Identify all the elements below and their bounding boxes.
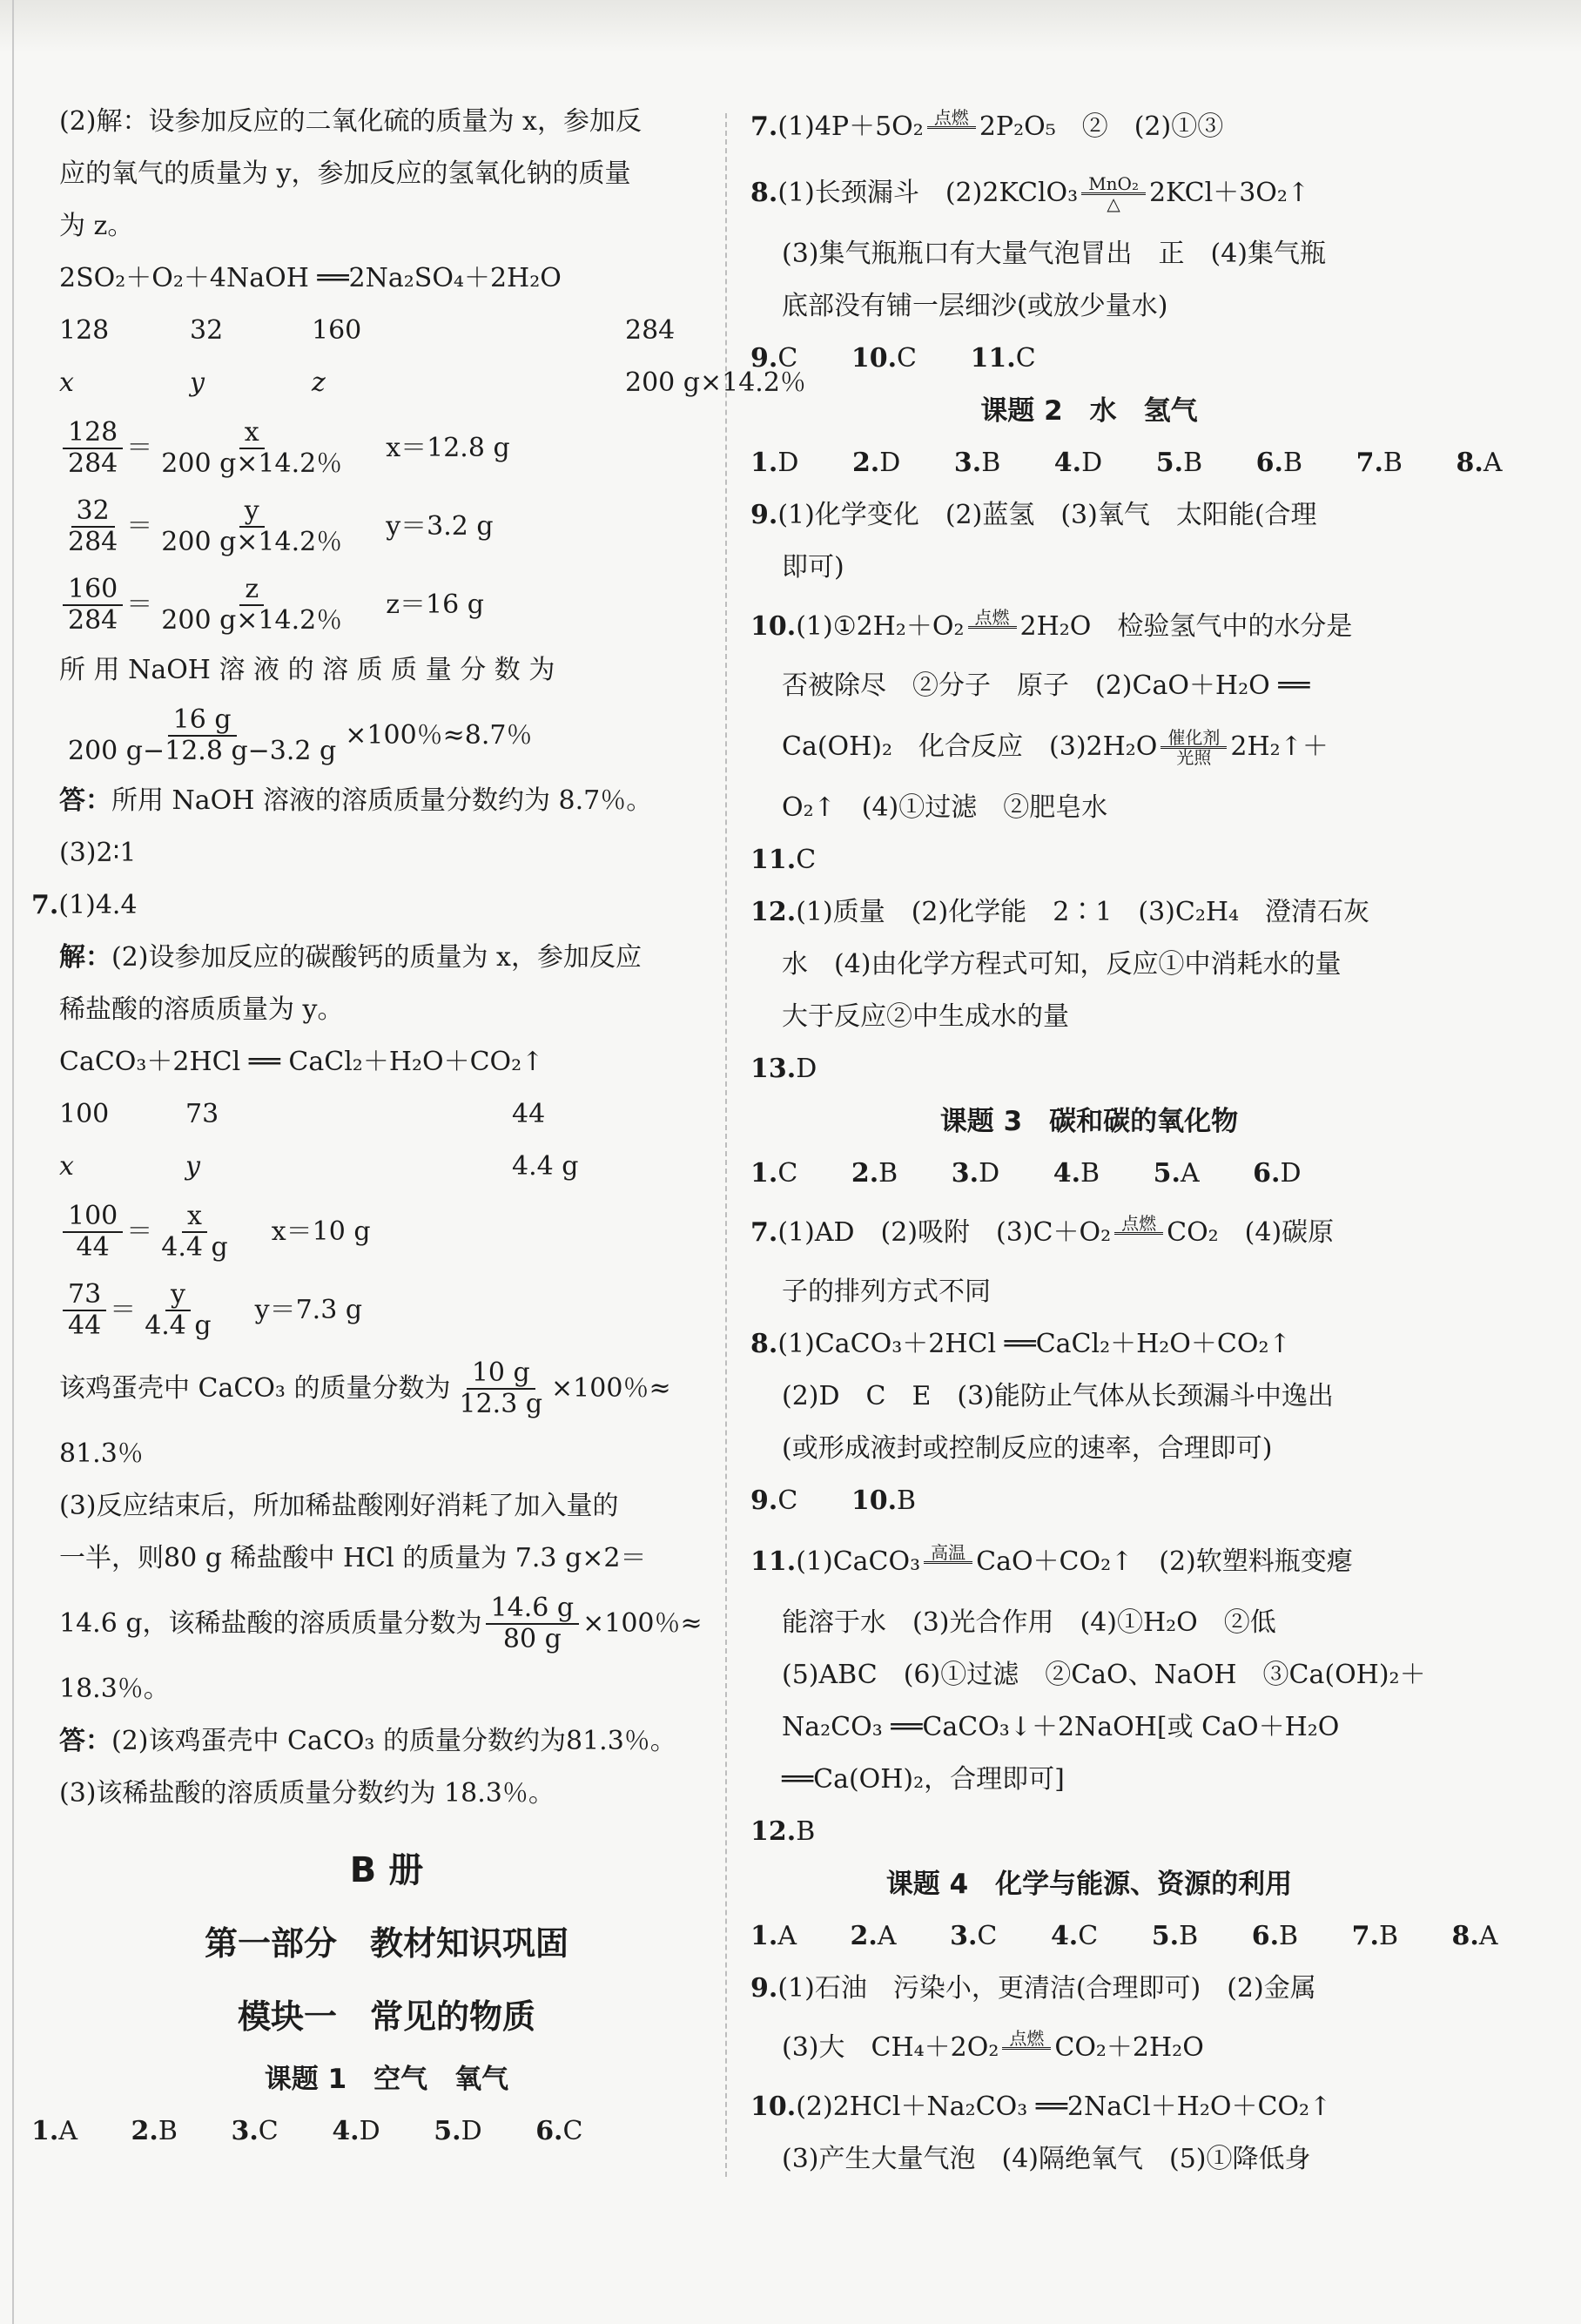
hcl-text: 14.6 g，该稀盐酸的溶质质量分数为	[59, 1608, 482, 1639]
t2-q12	[750, 886, 1428, 939]
book-title: B 册	[349, 1850, 424, 1890]
reaction-condition: 点燃	[968, 609, 1017, 646]
question-number: 12.	[750, 1816, 797, 1847]
answer-item: 10.C	[851, 343, 918, 374]
answer-item: 1.D	[750, 448, 799, 478]
equation-right: CaO＋CO₂↑ (2)软塑料瓶变瘪	[976, 1546, 1353, 1577]
fraction-tail: ×100％≈	[551, 1373, 671, 1404]
equation-right: CO₂＋2H₂O	[1054, 2032, 1204, 2063]
t2-q10-line3	[750, 712, 1428, 782]
t4-q9	[750, 1963, 1428, 2015]
ratio-cell: 32	[190, 315, 224, 346]
answer-text: (1)石油 污染小，更清洁(合理即可) (2)金属	[777, 1973, 1316, 2004]
q7-ratio-row	[59, 1088, 714, 1141]
equation-left: (1)AD (2)吸附 (3)C＋O₂	[777, 1217, 1112, 1248]
fraction-tail: ×100％≈	[582, 1608, 703, 1639]
q7-part3-line: 一半，则80 g 稀盐酸中 HCl 的质量为 7.3 g×2＝	[59, 1543, 647, 1573]
page-edge	[12, 0, 14, 2324]
answer-item: 9.C	[750, 1485, 798, 1516]
variable-cell: y	[190, 367, 205, 398]
equation-right: 2P₂O₅ ② (2)①③	[979, 111, 1224, 142]
answer-text: (1)CaCO₃＋2HCl ══CaCl₂＋H₂O＋CO₂↑	[777, 1329, 1291, 1359]
answer-item: 5.D	[434, 2116, 482, 2146]
t3-q11-line4: Na₂CO₃ ══CaCO₃↓＋2NaOH[或 CaO＋H₂O	[782, 1712, 1340, 1742]
column-divider	[725, 113, 727, 2177]
answer-text: (1)化学变化 (2)蓝氢 (3)氧气 太阳能(合理	[777, 500, 1317, 530]
top-header-strip	[0, 0, 1581, 52]
answer-item: 6.C	[535, 2116, 583, 2146]
answer-text: (2)该鸡蛋壳中 CaCO₃ 的质量分数约为81.3％。	[111, 1726, 676, 1756]
q7-intro-line	[59, 932, 714, 984]
t3-q7-line2: 子的排列方式不同	[782, 1277, 991, 1307]
t2-q10-line2: 否被除尽 ②分子 原子 (2)CaO＋H₂O ══	[782, 670, 1310, 701]
t2-q10-line4: O₂↑ (4)①过滤 ②肥皂水	[782, 792, 1108, 823]
answer-item: 11.C	[970, 343, 1036, 374]
question-number: 10.	[750, 611, 797, 642]
reaction-condition: 点燃	[1114, 1215, 1163, 1252]
topic-3-answers	[750, 1148, 1428, 1200]
t3-q11-line2: 能溶于水 (3)光合作用 (4)①H₂O ②低	[782, 1607, 1276, 1638]
equation-right: 2KCl＋3O₂↑	[1148, 178, 1310, 208]
q7-intro-text: (2)设参加反应的碳酸钙的质量为 x，参加反应	[111, 942, 642, 973]
mass-text: 该鸡蛋壳中 CaCO₃ 的质量分数为	[59, 1373, 451, 1404]
part-title: 第一部分 教材知识巩固	[204, 1924, 568, 1963]
answer-item: 8.A	[1451, 1921, 1498, 1951]
t2-q9	[750, 489, 1428, 542]
t3-q11	[750, 1527, 1428, 1597]
equation-right: 2H₂↑＋	[1230, 731, 1329, 762]
q8-line: 底部没有铺一层细沙(或放少量水)	[782, 291, 1168, 321]
question-number: 9.	[750, 1973, 778, 2004]
q7-answer-1	[59, 1715, 714, 1768]
t4-q10	[750, 2081, 1428, 2133]
t3-q7	[750, 1200, 1428, 1266]
fraction: $\frac{y}{200 g\times 14.2\%}$	[161, 495, 343, 557]
ratio-cell: 284	[625, 315, 676, 346]
q7-right	[750, 96, 1428, 158]
t4-q9-line2	[750, 2015, 1428, 2081]
answer-text: B	[796, 1816, 816, 1847]
answer-item: 1.C	[750, 1158, 798, 1189]
q7-part1-text: (1)4.4	[58, 890, 138, 920]
equation-left: Ca(OH)₂ 化合反应 (3)2H₂O	[782, 731, 1158, 762]
q8-right	[750, 158, 1428, 228]
reaction-condition: 催化剂 光照	[1161, 729, 1227, 766]
variable-cell: y	[185, 1151, 200, 1182]
t3-q8	[750, 1318, 1428, 1371]
fraction: $\frac{x}{4.4 g}$	[161, 1201, 228, 1263]
answer-item: 8.A	[1456, 448, 1503, 478]
q7-mass-result: 81.3％	[59, 1438, 144, 1469]
t3-q8-line2: (2)D C E (3)能防止气体从长颈漏斗中逸出	[782, 1381, 1334, 1411]
q7-answer-2: (3)该稀盐酸的溶质质量分数约为 18.3％。	[59, 1778, 555, 1809]
answer-text: D	[796, 1054, 817, 1084]
t3-q8-line3: (或形成液封或控制反应的速率，合理即可)	[782, 1433, 1273, 1464]
t2-q12-line2: 水 (4)由化学方程式可知，反应①中消耗水的量	[782, 949, 1342, 980]
t2-q9-line2: 即可)	[782, 552, 844, 583]
answer-item: 4.C	[1050, 1921, 1099, 1951]
fraction: $\frac{73}{44}$	[63, 1280, 106, 1341]
t2-q10	[750, 594, 1428, 660]
answer-item: 1.A	[750, 1921, 797, 1951]
q6-proportion-3: $\frac{160}{284}$ ＝ $\frac{z}{200 g\times 14.2\%}$ z＝16 g	[59, 566, 714, 644]
question-number: 7.	[750, 1217, 778, 1248]
t3-q12	[750, 1806, 1428, 1858]
variable-cell: 200 g×14.2％	[625, 367, 806, 398]
answer-item: 2.D	[851, 448, 901, 478]
equation-left: (1)CaCO₃	[796, 1546, 921, 1577]
topic-3-title: 课题 3 碳和碳的氧化物	[939, 1106, 1239, 1137]
q6-intro-line: (2)解：设参加反应的二氧化硫的质量为 x，参加反	[59, 106, 642, 137]
reaction-condition: 高温	[924, 1544, 972, 1581]
q6-ratio-row	[59, 305, 714, 357]
question-number: 11.	[750, 1546, 797, 1577]
q6-equation: 2SO₂＋O₂＋4NaOH ══2Na₂SO₄＋2H₂O	[59, 263, 562, 293]
variable-cell: z	[312, 367, 326, 398]
answer-item: 3.D	[951, 1158, 1000, 1189]
q7-proportion-1: $\frac{100}{44}$ ＝ $\frac{x}{4.4 g}$ x＝10 g	[59, 1193, 714, 1271]
fraction-tail: ×100％≈8.7％	[345, 720, 533, 751]
fraction: $\frac{z}{200 g\times 14.2\%}$	[161, 574, 343, 636]
answer-item: 7.B	[1356, 448, 1403, 478]
topic-4-answers	[750, 1910, 1498, 1963]
equation-left: (1)4P＋5O₂	[777, 111, 924, 142]
fraction: $\frac{10 g}{12.3 g}$	[459, 1357, 543, 1419]
topic-1-title: 课题 1 空气 氧气	[264, 2064, 509, 2095]
answer-item: 6.B	[1251, 1921, 1299, 1951]
result: x＝12.8 g	[386, 433, 510, 463]
question-number: 9.	[750, 500, 778, 530]
answer-item: 9.C	[750, 343, 798, 374]
reaction-condition: MnO₂ △	[1081, 175, 1146, 212]
result: x＝10 g	[271, 1216, 371, 1247]
answer-item: 5.B	[1151, 1921, 1199, 1951]
answer-item: 2.B	[131, 2116, 178, 2146]
q6-naoh-fraction	[59, 697, 714, 775]
variable-cell: 4.4 g	[512, 1151, 579, 1182]
answer-label: 答：	[59, 785, 111, 816]
variable-cell: x	[59, 1151, 74, 1182]
equation-left: (1)长颈漏斗 (2)2KClO₃	[777, 178, 1079, 208]
q7-equation: CaCO₃＋2HCl ══ CaCl₂＋H₂O＋CO₂↑	[59, 1047, 544, 1077]
q6-proportion-2: $\frac{32}{284}$ ＝ $\frac{y}{200 g\times 14.2\%}$ y＝3.2 g	[59, 488, 714, 566]
fraction: $\frac{160}{284}$	[63, 575, 123, 636]
equation-left: (1)①2H₂＋O₂	[796, 611, 965, 642]
q7-hcl-result: 18.3％。	[59, 1674, 170, 1704]
q7-intro-line: 稀盐酸的溶质质量为 y。	[59, 994, 344, 1025]
q6-intro-line: 应的氧气的质量为 y，参加反应的氢氧化钠的质量	[59, 158, 631, 189]
answer-item: 4.D	[332, 2116, 380, 2146]
answer-item: 6.B	[1255, 448, 1303, 478]
t3-q11-line5: ══Ca(OH)₂，合理即可]	[782, 1764, 1065, 1795]
ratio-cell: 44	[512, 1099, 546, 1129]
t2-q11	[750, 834, 1428, 886]
q6-naoh-text: 所 用 NaOH 溶 液 的 溶 质 质 量 分 数 为	[59, 655, 555, 685]
q7-hcl-fraction	[59, 1585, 714, 1663]
ratio-cell: 100	[59, 1099, 110, 1129]
solution-label: 解：	[59, 942, 111, 973]
ratio-cell: 160	[312, 315, 362, 346]
equation-right: CO₂ (4)碳原	[1167, 1217, 1335, 1248]
q6-answer	[59, 775, 714, 827]
q6-intro-line: 为 z。	[59, 211, 134, 241]
fraction: $\frac{100}{44}$	[63, 1202, 123, 1263]
topic-4-title: 课题 4 化学与能源、资源的利用	[885, 1869, 1293, 1900]
topic-1-answers	[31, 2105, 714, 2158]
question-number: 11.	[750, 845, 797, 875]
answer-item: 3.B	[953, 448, 1001, 478]
reaction-condition: 点燃	[1002, 2030, 1051, 2067]
question-number: 8.	[750, 178, 778, 208]
answer-text: 所用 NaOH 溶液的溶质质量分数约为 8.7％。	[111, 785, 653, 816]
result: y＝7.3 g	[254, 1295, 363, 1325]
q7-proportion-2: $\frac{73}{44}$ ＝ $\frac{y}{4.4 g}$ y＝7.3 g	[59, 1271, 714, 1350]
topic-2-title: 课题 2 水 氢气	[980, 395, 1198, 427]
answer-item: 2.B	[851, 1158, 898, 1189]
answer-item: 6.D	[1253, 1158, 1302, 1189]
answer-item: 1.A	[31, 2116, 77, 2146]
t2-q13	[750, 1043, 1428, 1095]
answer-item: 4.B	[1053, 1158, 1100, 1189]
fraction: $\frac{14.6 g}{80 g}$	[486, 1593, 580, 1654]
answer-item: 5.B	[1155, 448, 1203, 478]
question-number: 10.	[750, 2092, 797, 2122]
answer-item: 4.D	[1053, 448, 1103, 478]
answer-text: (1)质量 (2)化学能 2∶1 (3)C₂H₄ 澄清石灰	[796, 897, 1370, 927]
topic-2-answers	[750, 437, 1503, 489]
fraction: $\frac{y}{4.4 g}$	[145, 1279, 212, 1341]
q9-11-answers	[750, 333, 1428, 385]
fraction: $\frac{128}{284}$	[63, 418, 123, 479]
question-number: 7.	[31, 890, 59, 920]
answer-item: 5.A	[1153, 1158, 1200, 1189]
answer-item: 3.C	[950, 1921, 998, 1951]
answer-label: 答：	[59, 1726, 111, 1756]
answer-item: 3.C	[231, 2116, 279, 2146]
variable-cell: x	[59, 367, 74, 398]
result: y＝3.2 g	[386, 511, 494, 542]
q7-variable-row	[59, 1141, 714, 1193]
fraction: $\frac{32}{284}$	[68, 495, 118, 557]
answer-item: 10.B	[851, 1485, 917, 1516]
ratio-cell: 73	[185, 1099, 219, 1129]
right-column	[750, 96, 1503, 2186]
q8-line: (3)集气瓶瓶口有大量气泡冒出 正 (4)集气瓶	[782, 239, 1326, 269]
question-number: 13.	[750, 1054, 797, 1084]
t2-q12-line3: 大于反应②中生成水的量	[782, 1001, 1069, 1032]
fraction: $\frac{x}{200 g\times 14.2\%}$	[161, 417, 343, 479]
t3-q11-line3: (5)ABC (6)①过滤 ②CaO、NaOH ③Ca(OH)₂＋	[782, 1660, 1426, 1690]
fraction: $\frac{16 g}{200 g-12.8 g-3.2 g}$	[68, 704, 337, 766]
answer-text: C	[796, 845, 817, 875]
t3-q9-10-answers	[750, 1475, 1428, 1527]
q6-proportion-1: $\frac{128}{284}$ ＝ $\frac{x}{200 g\times 14.2\%}$ x＝12.8 g	[59, 409, 714, 488]
result: z＝16 g	[386, 589, 484, 620]
answer-item: 7.B	[1351, 1921, 1398, 1951]
equation-left: (3)大 CH₄＋2O₂	[782, 2032, 999, 2063]
q7-part3-line: (3)反应结束后，所加稀盐酸刚好消耗了加入量的	[59, 1491, 619, 1521]
reaction-condition: 点燃	[927, 109, 976, 146]
q7-mass-fraction	[59, 1350, 714, 1428]
question-number: 7.	[750, 111, 778, 142]
module-title: 模块一 常见的物质	[237, 1997, 535, 2036]
t4-q10-line2: (3)产生大量气泡 (4)隔绝氧气 (5)①降低身	[782, 2144, 1311, 2174]
question-number: 12.	[750, 897, 797, 927]
q6-part3: (3)2∶1	[59, 838, 137, 868]
answer-text: (2)2HCl＋Na₂CO₃ ══2NaCl＋H₂O＋CO₂↑	[796, 2092, 1332, 2122]
ratio-cell: 128	[59, 315, 110, 346]
question-number: 8.	[750, 1329, 778, 1359]
answer-item: 2.A	[850, 1921, 897, 1951]
q7-part1	[31, 879, 714, 932]
equation-right: 2H₂O 检验氢气中的水分是	[1019, 611, 1353, 642]
